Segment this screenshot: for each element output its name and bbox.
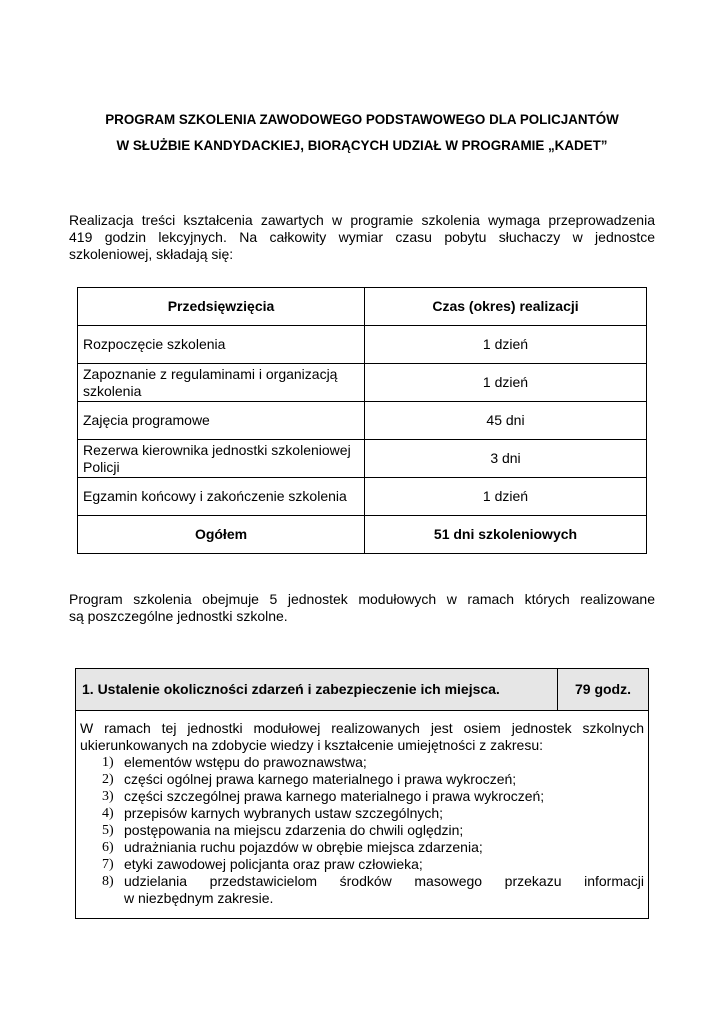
program-line: Program szkolenia obejmuje 5 jednostek modułowych w ramach których realizowane [69, 591, 655, 607]
activity-cell: Zapoznanie z regulaminami i organizacją szkolenia [78, 364, 365, 402]
duration-cell: 45 dni [365, 402, 647, 440]
table-row [78, 326, 647, 364]
program-line: są poszczególne jednostki szkolne. [69, 608, 288, 624]
table-total-row [78, 516, 647, 554]
list-item [80, 873, 644, 907]
program-paragraph [69, 591, 655, 625]
intro-line: Realizacja treści kształcenia zawartych w programie szkolenia wymaga przeprowadzenia [69, 212, 655, 228]
module-1-intro [80, 720, 644, 754]
item-number: 6) [102, 840, 114, 855]
item-number: 5) [102, 823, 114, 838]
module-intro-line: W ramach tej jednostki modułowej realizowanych jest osiem jednostek szkolnych [80, 720, 644, 736]
intro-line: 419 godzin lekcyjnych. Na całkowity wymiar czasu pobytu słuchaczy w jednostce [69, 229, 655, 245]
module-intro-line: ukierunkowanych na zdobycie wiedzy i kształcenie umiejętności z zakresu: [80, 737, 543, 753]
document-title-line-1: PROGRAM SZKOLENIA ZAWODOWEGO PODSTAWOWEGO DLA POLICJANTÓW [105, 112, 619, 127]
list-item [80, 822, 644, 839]
item-number: 4) [102, 806, 114, 821]
item-text: przepisów karnych wybranych ustaw szczególnych; [124, 805, 444, 821]
module-1-box [75, 668, 649, 919]
item-number: 3) [102, 789, 114, 804]
table-row [78, 364, 647, 402]
module-1-body [80, 720, 644, 907]
item-number: 2) [102, 772, 114, 787]
module-1-topics [80, 754, 644, 907]
module-1-header [76, 669, 648, 711]
item-text: części szczególnej prawa karnego materialnego i prawa wykroczeń; [124, 788, 545, 804]
item-text: udrażniania ruchu pojazdów w obrębie miejsca zdarzenia; [124, 839, 483, 855]
list-item [80, 856, 644, 873]
list-item [80, 754, 644, 771]
item-number: 1) [102, 755, 114, 770]
item-text-continuation: w niezbędnym zakresie. [124, 890, 274, 906]
header-duration: Czas (okres) realizacji [365, 288, 647, 326]
activity-cell: Zajęcia programowe [78, 402, 365, 440]
activity-cell: Rozpoczęcie szkolenia [78, 326, 365, 364]
activity-cell: Egzamin końcowy i zakończenie szkolenia [78, 478, 365, 516]
list-item [80, 788, 644, 805]
duration-cell: 3 dni [365, 440, 647, 478]
item-number: 7) [102, 857, 114, 872]
item-text: etyki zawodowej policjanta oraz praw człowieka; [124, 856, 423, 872]
list-item [80, 839, 644, 856]
item-text: części ogólnej prawa karnego materialnego i prawa wykroczeń; [124, 771, 517, 787]
intro-line: szkoleniowej, składają się: [69, 246, 234, 262]
table-header-row [78, 288, 647, 326]
duration-cell: 1 dzień [365, 364, 647, 402]
module-1-hours: 79 godz. [574, 681, 631, 697]
item-text: postępowania na miejscu zdarzenia do chwili oględzin; [124, 822, 464, 838]
table-row [78, 402, 647, 440]
document-title-line-2: W SŁUŻBIE KANDYDACKIEJ, BIORĄCYCH UDZIAŁ W PROGRAMIE „KADET” [116, 138, 608, 153]
item-text: udzielania przedstawicielom środków masowego przekazu informacji [124, 873, 644, 889]
list-item [80, 805, 644, 822]
item-number: 8) [102, 874, 114, 889]
table-row [78, 440, 647, 478]
total-label: Ogółem [78, 516, 365, 554]
item-text: elementów wstępu do prawoznawstwa; [124, 754, 367, 770]
item-text-wrapped [124, 873, 644, 907]
activity-cell: Rezerwa kierownika jednostki szkoleniowej Policji [78, 440, 365, 478]
list-item [80, 771, 644, 788]
module-1-title: 1. Ustalenie okoliczności zdarzeń i zabezpieczenie ich miejsca. [82, 681, 500, 697]
schedule-table [77, 287, 647, 554]
intro-paragraph [69, 212, 655, 263]
duration-cell: 1 dzień [365, 326, 647, 364]
header-activities: Przedsięwzięcia [78, 288, 365, 326]
table-row [78, 478, 647, 516]
duration-cell: 1 dzień [365, 478, 647, 516]
total-value: 51 dni szkoleniowych [365, 516, 647, 554]
